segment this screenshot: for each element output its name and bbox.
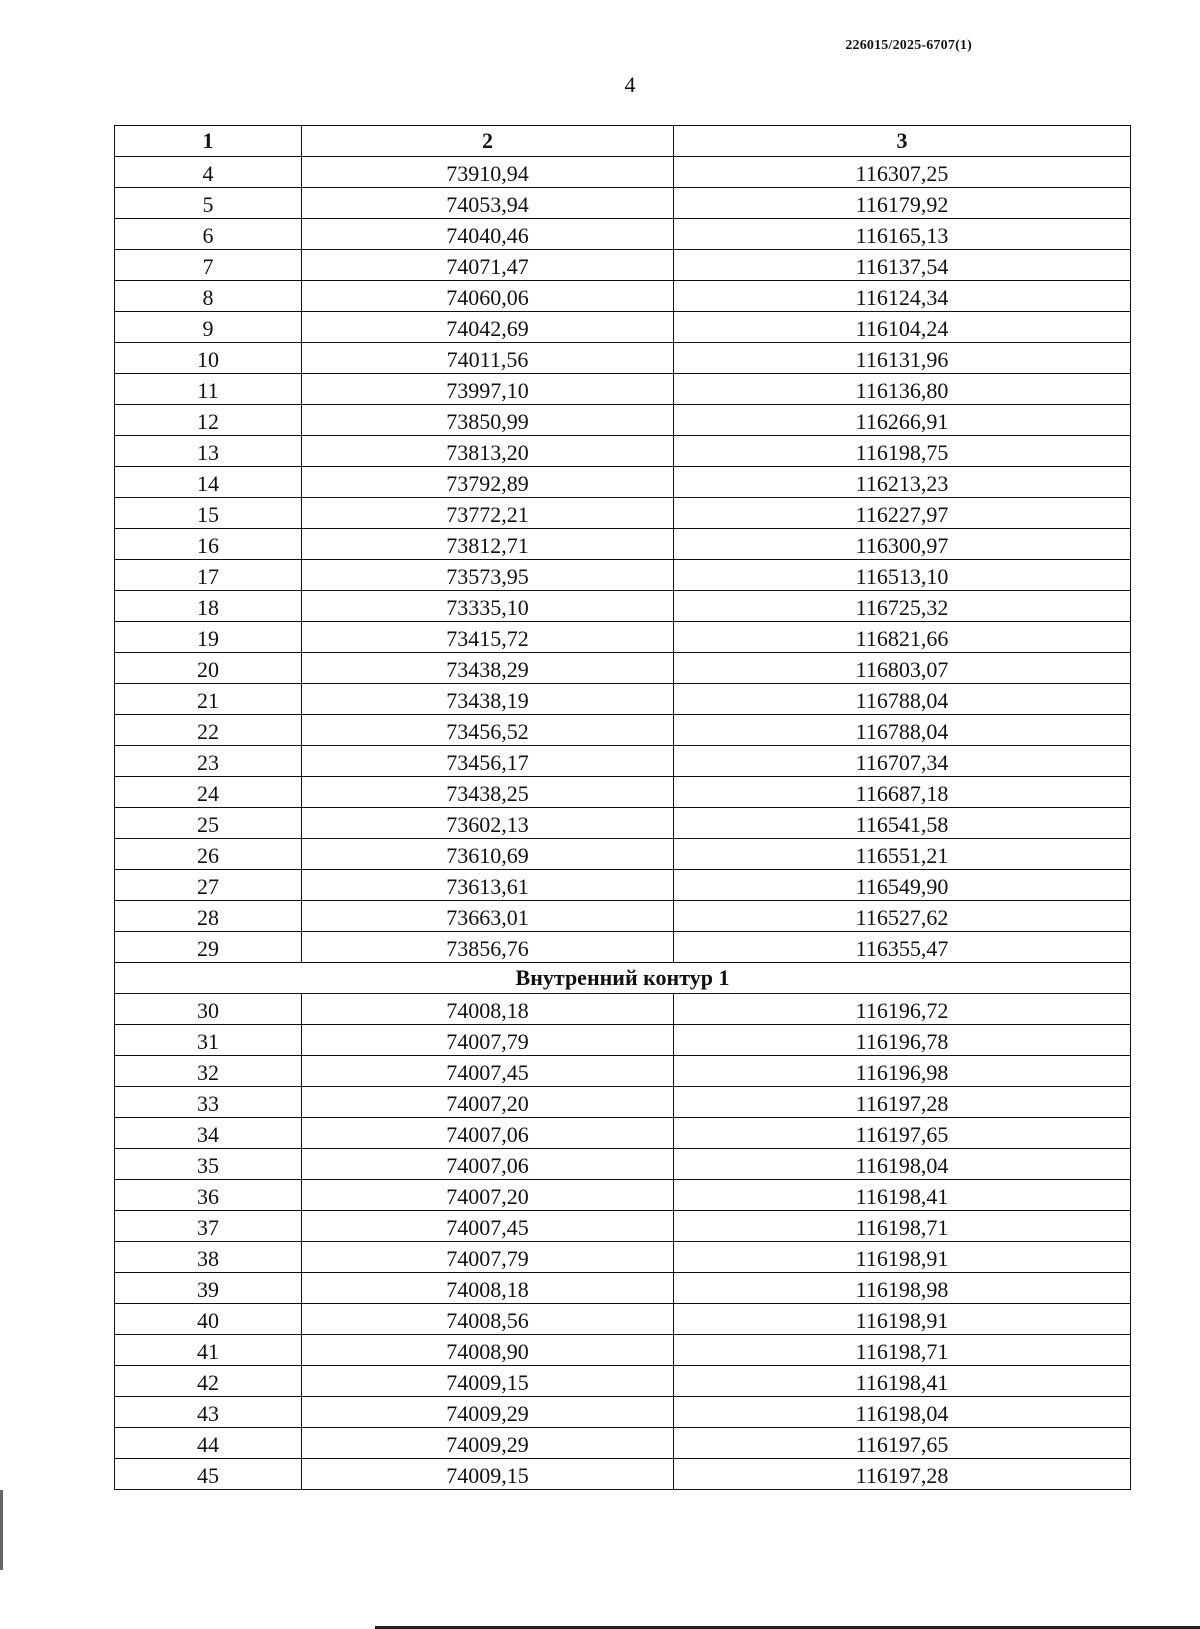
x-coordinate-cell: 74008,18 bbox=[302, 1273, 674, 1304]
x-coordinate-cell: 73856,76 bbox=[302, 932, 674, 963]
y-coordinate-cell: 116266,91 bbox=[674, 405, 1131, 436]
y-coordinate-cell: 116196,98 bbox=[674, 1056, 1131, 1087]
table-row bbox=[115, 529, 1131, 560]
x-coordinate-cell: 74060,06 bbox=[302, 281, 674, 312]
y-coordinate-cell: 116300,97 bbox=[674, 529, 1131, 560]
table-row bbox=[115, 343, 1131, 374]
table-row bbox=[115, 1335, 1131, 1366]
y-coordinate-cell: 116307,25 bbox=[674, 157, 1131, 188]
point-number-cell: 32 bbox=[115, 1056, 302, 1087]
point-number-cell: 19 bbox=[115, 622, 302, 653]
point-number-cell: 40 bbox=[115, 1304, 302, 1335]
table-row bbox=[115, 250, 1131, 281]
table-row bbox=[115, 1397, 1131, 1428]
x-coordinate-cell: 74009,29 bbox=[302, 1428, 674, 1459]
y-coordinate-cell: 116197,65 bbox=[674, 1118, 1131, 1149]
y-coordinate-cell: 116197,28 bbox=[674, 1087, 1131, 1118]
table-row bbox=[115, 684, 1131, 715]
column-header-2: 2 bbox=[302, 126, 674, 157]
x-coordinate-cell: 74008,18 bbox=[302, 994, 674, 1025]
point-number-cell: 38 bbox=[115, 1242, 302, 1273]
point-number-cell: 20 bbox=[115, 653, 302, 684]
y-coordinate-cell: 116527,62 bbox=[674, 901, 1131, 932]
y-coordinate-cell: 116198,04 bbox=[674, 1149, 1131, 1180]
document-reference-number: 226015/2025-6707(1) bbox=[845, 38, 972, 53]
table-row bbox=[115, 1087, 1131, 1118]
y-coordinate-cell: 116551,21 bbox=[674, 839, 1131, 870]
point-number-cell: 24 bbox=[115, 777, 302, 808]
y-coordinate-cell: 116541,58 bbox=[674, 808, 1131, 839]
point-number-cell: 41 bbox=[115, 1335, 302, 1366]
table-row bbox=[115, 653, 1131, 684]
table-row bbox=[115, 188, 1131, 219]
x-coordinate-cell: 74007,20 bbox=[302, 1180, 674, 1211]
table-row bbox=[115, 374, 1131, 405]
y-coordinate-cell: 116198,41 bbox=[674, 1180, 1131, 1211]
column-header-1: 1 bbox=[115, 126, 302, 157]
point-number-cell: 39 bbox=[115, 1273, 302, 1304]
y-coordinate-cell: 116803,07 bbox=[674, 653, 1131, 684]
y-coordinate-cell: 116788,04 bbox=[674, 715, 1131, 746]
x-coordinate-cell: 73456,17 bbox=[302, 746, 674, 777]
x-coordinate-cell: 74040,46 bbox=[302, 219, 674, 250]
point-number-cell: 12 bbox=[115, 405, 302, 436]
table-row bbox=[115, 219, 1131, 250]
table-row bbox=[115, 715, 1131, 746]
point-number-cell: 36 bbox=[115, 1180, 302, 1211]
x-coordinate-cell: 73850,99 bbox=[302, 405, 674, 436]
x-coordinate-cell: 74007,79 bbox=[302, 1025, 674, 1056]
y-coordinate-cell: 116136,80 bbox=[674, 374, 1131, 405]
x-coordinate-cell: 73415,72 bbox=[302, 622, 674, 653]
point-number-cell: 22 bbox=[115, 715, 302, 746]
x-coordinate-cell: 73610,69 bbox=[302, 839, 674, 870]
scan-edge-mark bbox=[0, 1490, 3, 1570]
x-coordinate-cell: 73792,89 bbox=[302, 467, 674, 498]
y-coordinate-cell: 116198,04 bbox=[674, 1397, 1131, 1428]
point-number-cell: 29 bbox=[115, 932, 302, 963]
x-coordinate-cell: 74007,45 bbox=[302, 1056, 674, 1087]
point-number-cell: 5 bbox=[115, 188, 302, 219]
table-row bbox=[115, 1056, 1131, 1087]
point-number-cell: 28 bbox=[115, 901, 302, 932]
y-coordinate-cell: 116198,98 bbox=[674, 1273, 1131, 1304]
table-row bbox=[115, 1459, 1131, 1490]
x-coordinate-cell: 73602,13 bbox=[302, 808, 674, 839]
section-title: Внутренний контур 1 bbox=[115, 963, 1131, 994]
x-coordinate-cell: 74009,29 bbox=[302, 1397, 674, 1428]
x-coordinate-cell: 74007,79 bbox=[302, 1242, 674, 1273]
column-header-3: 3 bbox=[674, 126, 1131, 157]
y-coordinate-cell: 116196,72 bbox=[674, 994, 1131, 1025]
x-coordinate-cell: 74009,15 bbox=[302, 1366, 674, 1397]
page-number: 4 bbox=[624, 72, 636, 97]
inner-contour-rows bbox=[115, 994, 1131, 1490]
x-coordinate-cell: 74008,56 bbox=[302, 1304, 674, 1335]
table-row bbox=[115, 932, 1131, 963]
table-row bbox=[115, 839, 1131, 870]
table-row bbox=[115, 312, 1131, 343]
table-row bbox=[115, 157, 1131, 188]
coordinates-table bbox=[114, 125, 1131, 1490]
x-coordinate-cell: 73335,10 bbox=[302, 591, 674, 622]
point-number-cell: 35 bbox=[115, 1149, 302, 1180]
point-number-cell: 11 bbox=[115, 374, 302, 405]
point-number-cell: 25 bbox=[115, 808, 302, 839]
table-row bbox=[115, 1149, 1131, 1180]
point-number-cell: 33 bbox=[115, 1087, 302, 1118]
point-number-cell: 14 bbox=[115, 467, 302, 498]
table-row bbox=[115, 901, 1131, 932]
table-row bbox=[115, 1428, 1131, 1459]
table-row bbox=[115, 870, 1131, 901]
table-row bbox=[115, 560, 1131, 591]
y-coordinate-cell: 116198,41 bbox=[674, 1366, 1131, 1397]
y-coordinate-cell: 116197,65 bbox=[674, 1428, 1131, 1459]
point-number-cell: 44 bbox=[115, 1428, 302, 1459]
y-coordinate-cell: 116821,66 bbox=[674, 622, 1131, 653]
point-number-cell: 21 bbox=[115, 684, 302, 715]
point-number-cell: 4 bbox=[115, 157, 302, 188]
table-row bbox=[115, 808, 1131, 839]
table-row bbox=[115, 1180, 1131, 1211]
point-number-cell: 43 bbox=[115, 1397, 302, 1428]
x-coordinate-cell: 74009,15 bbox=[302, 1459, 674, 1490]
x-coordinate-cell: 73438,29 bbox=[302, 653, 674, 684]
x-coordinate-cell: 73456,52 bbox=[302, 715, 674, 746]
x-coordinate-cell: 73438,19 bbox=[302, 684, 674, 715]
y-coordinate-cell: 116196,78 bbox=[674, 1025, 1131, 1056]
table-row bbox=[115, 1304, 1131, 1335]
x-coordinate-cell: 74007,06 bbox=[302, 1118, 674, 1149]
y-coordinate-cell: 116549,90 bbox=[674, 870, 1131, 901]
table-row bbox=[115, 1118, 1131, 1149]
y-coordinate-cell: 116137,54 bbox=[674, 250, 1131, 281]
table-row bbox=[115, 746, 1131, 777]
table-row bbox=[115, 622, 1131, 653]
y-coordinate-cell: 116198,75 bbox=[674, 436, 1131, 467]
y-coordinate-cell: 116198,91 bbox=[674, 1304, 1131, 1335]
table-row bbox=[115, 1025, 1131, 1056]
x-coordinate-cell: 74071,47 bbox=[302, 250, 674, 281]
y-coordinate-cell: 116707,34 bbox=[674, 746, 1131, 777]
x-coordinate-cell: 74007,06 bbox=[302, 1149, 674, 1180]
section-heading-group bbox=[115, 963, 1131, 994]
x-coordinate-cell: 74008,90 bbox=[302, 1335, 674, 1366]
table-row bbox=[115, 1273, 1131, 1304]
outer-contour-rows bbox=[115, 157, 1131, 963]
y-coordinate-cell: 116355,47 bbox=[674, 932, 1131, 963]
y-coordinate-cell: 116687,18 bbox=[674, 777, 1131, 808]
table-row bbox=[115, 1211, 1131, 1242]
point-number-cell: 17 bbox=[115, 560, 302, 591]
y-coordinate-cell: 116198,71 bbox=[674, 1335, 1131, 1366]
point-number-cell: 6 bbox=[115, 219, 302, 250]
table-row bbox=[115, 1242, 1131, 1273]
x-coordinate-cell: 73910,94 bbox=[302, 157, 674, 188]
y-coordinate-cell: 116213,23 bbox=[674, 467, 1131, 498]
x-coordinate-cell: 73573,95 bbox=[302, 560, 674, 591]
y-coordinate-cell: 116197,28 bbox=[674, 1459, 1131, 1490]
table-row bbox=[115, 405, 1131, 436]
point-number-cell: 45 bbox=[115, 1459, 302, 1490]
point-number-cell: 15 bbox=[115, 498, 302, 529]
point-number-cell: 7 bbox=[115, 250, 302, 281]
point-number-cell: 27 bbox=[115, 870, 302, 901]
x-coordinate-cell: 73772,21 bbox=[302, 498, 674, 529]
table-row bbox=[115, 591, 1131, 622]
section-row bbox=[115, 963, 1131, 994]
point-number-cell: 34 bbox=[115, 1118, 302, 1149]
x-coordinate-cell: 73997,10 bbox=[302, 374, 674, 405]
table-row bbox=[115, 467, 1131, 498]
y-coordinate-cell: 116788,04 bbox=[674, 684, 1131, 715]
point-number-cell: 26 bbox=[115, 839, 302, 870]
x-coordinate-cell: 73813,20 bbox=[302, 436, 674, 467]
y-coordinate-cell: 116179,92 bbox=[674, 188, 1131, 219]
y-coordinate-cell: 116198,91 bbox=[674, 1242, 1131, 1273]
y-coordinate-cell: 116165,13 bbox=[674, 219, 1131, 250]
point-number-cell: 16 bbox=[115, 529, 302, 560]
x-coordinate-cell: 74042,69 bbox=[302, 312, 674, 343]
point-number-cell: 10 bbox=[115, 343, 302, 374]
table-header bbox=[115, 126, 1131, 157]
table-row bbox=[115, 436, 1131, 467]
y-coordinate-cell: 116198,71 bbox=[674, 1211, 1131, 1242]
y-coordinate-cell: 116131,96 bbox=[674, 343, 1131, 374]
table-row bbox=[115, 994, 1131, 1025]
header-row bbox=[115, 126, 1131, 157]
point-number-cell: 42 bbox=[115, 1366, 302, 1397]
x-coordinate-cell: 73663,01 bbox=[302, 901, 674, 932]
point-number-cell: 30 bbox=[115, 994, 302, 1025]
y-coordinate-cell: 116124,34 bbox=[674, 281, 1131, 312]
point-number-cell: 31 bbox=[115, 1025, 302, 1056]
x-coordinate-cell: 74053,94 bbox=[302, 188, 674, 219]
point-number-cell: 13 bbox=[115, 436, 302, 467]
y-coordinate-cell: 116104,24 bbox=[674, 312, 1131, 343]
x-coordinate-cell: 74007,45 bbox=[302, 1211, 674, 1242]
table-row bbox=[115, 777, 1131, 808]
point-number-cell: 18 bbox=[115, 591, 302, 622]
x-coordinate-cell: 74011,56 bbox=[302, 343, 674, 374]
y-coordinate-cell: 116513,10 bbox=[674, 560, 1131, 591]
y-coordinate-cell: 116725,32 bbox=[674, 591, 1131, 622]
table-row bbox=[115, 498, 1131, 529]
y-coordinate-cell: 116227,97 bbox=[674, 498, 1131, 529]
point-number-cell: 9 bbox=[115, 312, 302, 343]
point-number-cell: 23 bbox=[115, 746, 302, 777]
x-coordinate-cell: 73812,71 bbox=[302, 529, 674, 560]
x-coordinate-cell: 73438,25 bbox=[302, 777, 674, 808]
table-row bbox=[115, 1366, 1131, 1397]
point-number-cell: 37 bbox=[115, 1211, 302, 1242]
x-coordinate-cell: 73613,61 bbox=[302, 870, 674, 901]
table-row bbox=[115, 281, 1131, 312]
point-number-cell: 8 bbox=[115, 281, 302, 312]
x-coordinate-cell: 74007,20 bbox=[302, 1087, 674, 1118]
